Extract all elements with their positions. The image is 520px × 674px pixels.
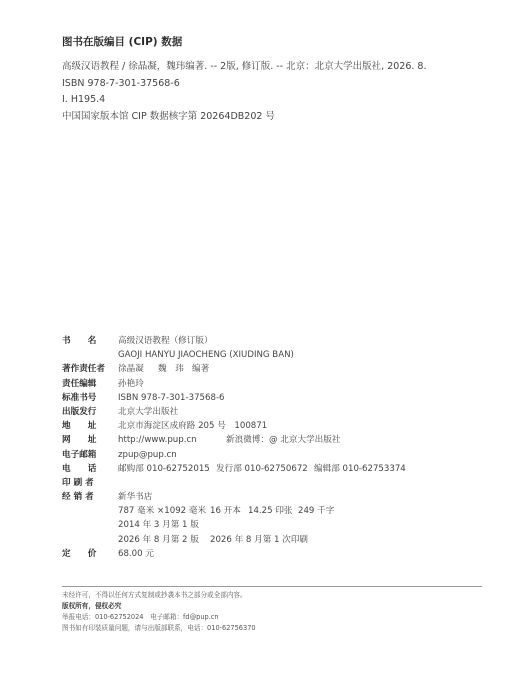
notice-reproduction: 未经许可，不得以任何方式复制或抄袭本书之部分或全部内容。 xyxy=(62,591,247,599)
cip-line-title: 高级汉语教程 / 徐晶凝，魏玮编著. -- 2版, 修订版. -- 北京：北京大学出版社, 2026. 8. xyxy=(62,61,427,72)
isbn-value: ISBN 978-7-301-37568-6 xyxy=(118,392,225,403)
title-value: 高级汉语教程（修订版） xyxy=(118,336,213,346)
printer-key: 印 刷 者 xyxy=(62,477,94,488)
row-email xyxy=(62,449,482,463)
seller-value: 新华书店 xyxy=(118,492,153,503)
address-value: 北京市海淀区成府路 205 号 100871 xyxy=(118,421,268,432)
row-printer xyxy=(62,477,482,491)
author-key: 著作责任者 xyxy=(62,364,105,375)
format-sheets: 14.25 印张 xyxy=(248,506,293,517)
format-size: 787 毫米 ×1092 毫米 xyxy=(118,506,207,517)
printing-first: 2026 年 8 月第 1 次印刷 xyxy=(210,534,309,545)
email-key: 电子邮箱 xyxy=(62,449,97,460)
notice-report-contact: 举报电话：010-62752024 电子邮箱：fd@pup.cn xyxy=(62,613,219,621)
copyright-notice xyxy=(62,590,482,634)
weibo-value: 新浪微博：@ 北京大学出版社 xyxy=(226,435,341,446)
format-words: 249 千字 xyxy=(298,506,335,517)
row-address xyxy=(62,420,482,434)
publisher-key: 出版发行 xyxy=(62,406,97,417)
price-value: 68.00 元 xyxy=(118,548,154,559)
edition-first: 2014 年 3 月第 1 版 xyxy=(118,520,199,531)
website-key: 网 址 xyxy=(62,435,97,446)
row-format xyxy=(62,505,482,519)
author-2: 魏 玮 xyxy=(158,364,184,375)
row-seller xyxy=(62,491,482,505)
publisher-value: 北京大学出版社 xyxy=(118,406,179,417)
cip-heading: 图书在版编目 (CIP) 数据 xyxy=(62,36,183,48)
cip-record xyxy=(62,60,502,126)
isbn-key: 标准书号 xyxy=(62,392,97,403)
phone-key: 电 话 xyxy=(62,463,97,474)
email-value: zpup@pup.cn xyxy=(118,449,177,460)
editor-value: 孙艳玲 xyxy=(118,378,144,389)
title-pinyin: GAOJI HANYU JIAOCHENG (XIUDING BAN) xyxy=(118,350,294,361)
notice-quality-contact: 图书如有印装质量问题，请与出版部联系，电话：010-62756370 xyxy=(62,624,256,632)
author-1: 徐晶凝 xyxy=(118,364,144,375)
edition-second: 2026 年 8 月第 2 版 xyxy=(118,534,199,545)
notice-rights-reserved: 版权所有，侵权必究 xyxy=(62,602,122,610)
row-edition-2 xyxy=(62,534,482,548)
row-phone xyxy=(62,463,482,477)
title-key: 书 名 xyxy=(62,336,97,346)
phone-editorial: 编辑部 010-62753374 xyxy=(314,463,406,474)
bibliographic-table xyxy=(62,335,482,562)
cip-line-isbn: ISBN 978-7-301-37568-6 xyxy=(62,77,180,89)
cip-line-classification: Ⅰ. H195.4 xyxy=(62,94,106,105)
phone-mailorder: 邮购部 010-62752015 xyxy=(118,463,210,474)
phone-distribution: 发行部 010-62750672 xyxy=(216,463,308,474)
footer-divider xyxy=(62,586,482,587)
row-title-pinyin xyxy=(62,349,482,363)
cip-line-cip-number: 中国国家版本馆 CIP 数据核字第 20264DB202 号 xyxy=(62,110,275,122)
price-key: 定 价 xyxy=(62,548,97,559)
row-author xyxy=(62,363,482,377)
row-isbn xyxy=(62,392,482,406)
seller-key: 经 销 者 xyxy=(62,492,94,503)
website-url: http://www.pup.cn xyxy=(118,435,197,446)
row-publisher xyxy=(62,406,482,420)
format-kai: 16 开本 xyxy=(210,506,241,517)
editor-key: 责任编辑 xyxy=(62,378,97,389)
row-editor xyxy=(62,378,482,392)
row-edition-1 xyxy=(62,519,482,533)
address-key: 地 址 xyxy=(62,421,97,432)
author-role: 编著 xyxy=(192,364,210,375)
row-website xyxy=(62,434,482,448)
row-title xyxy=(62,335,482,349)
row-price xyxy=(62,548,482,562)
